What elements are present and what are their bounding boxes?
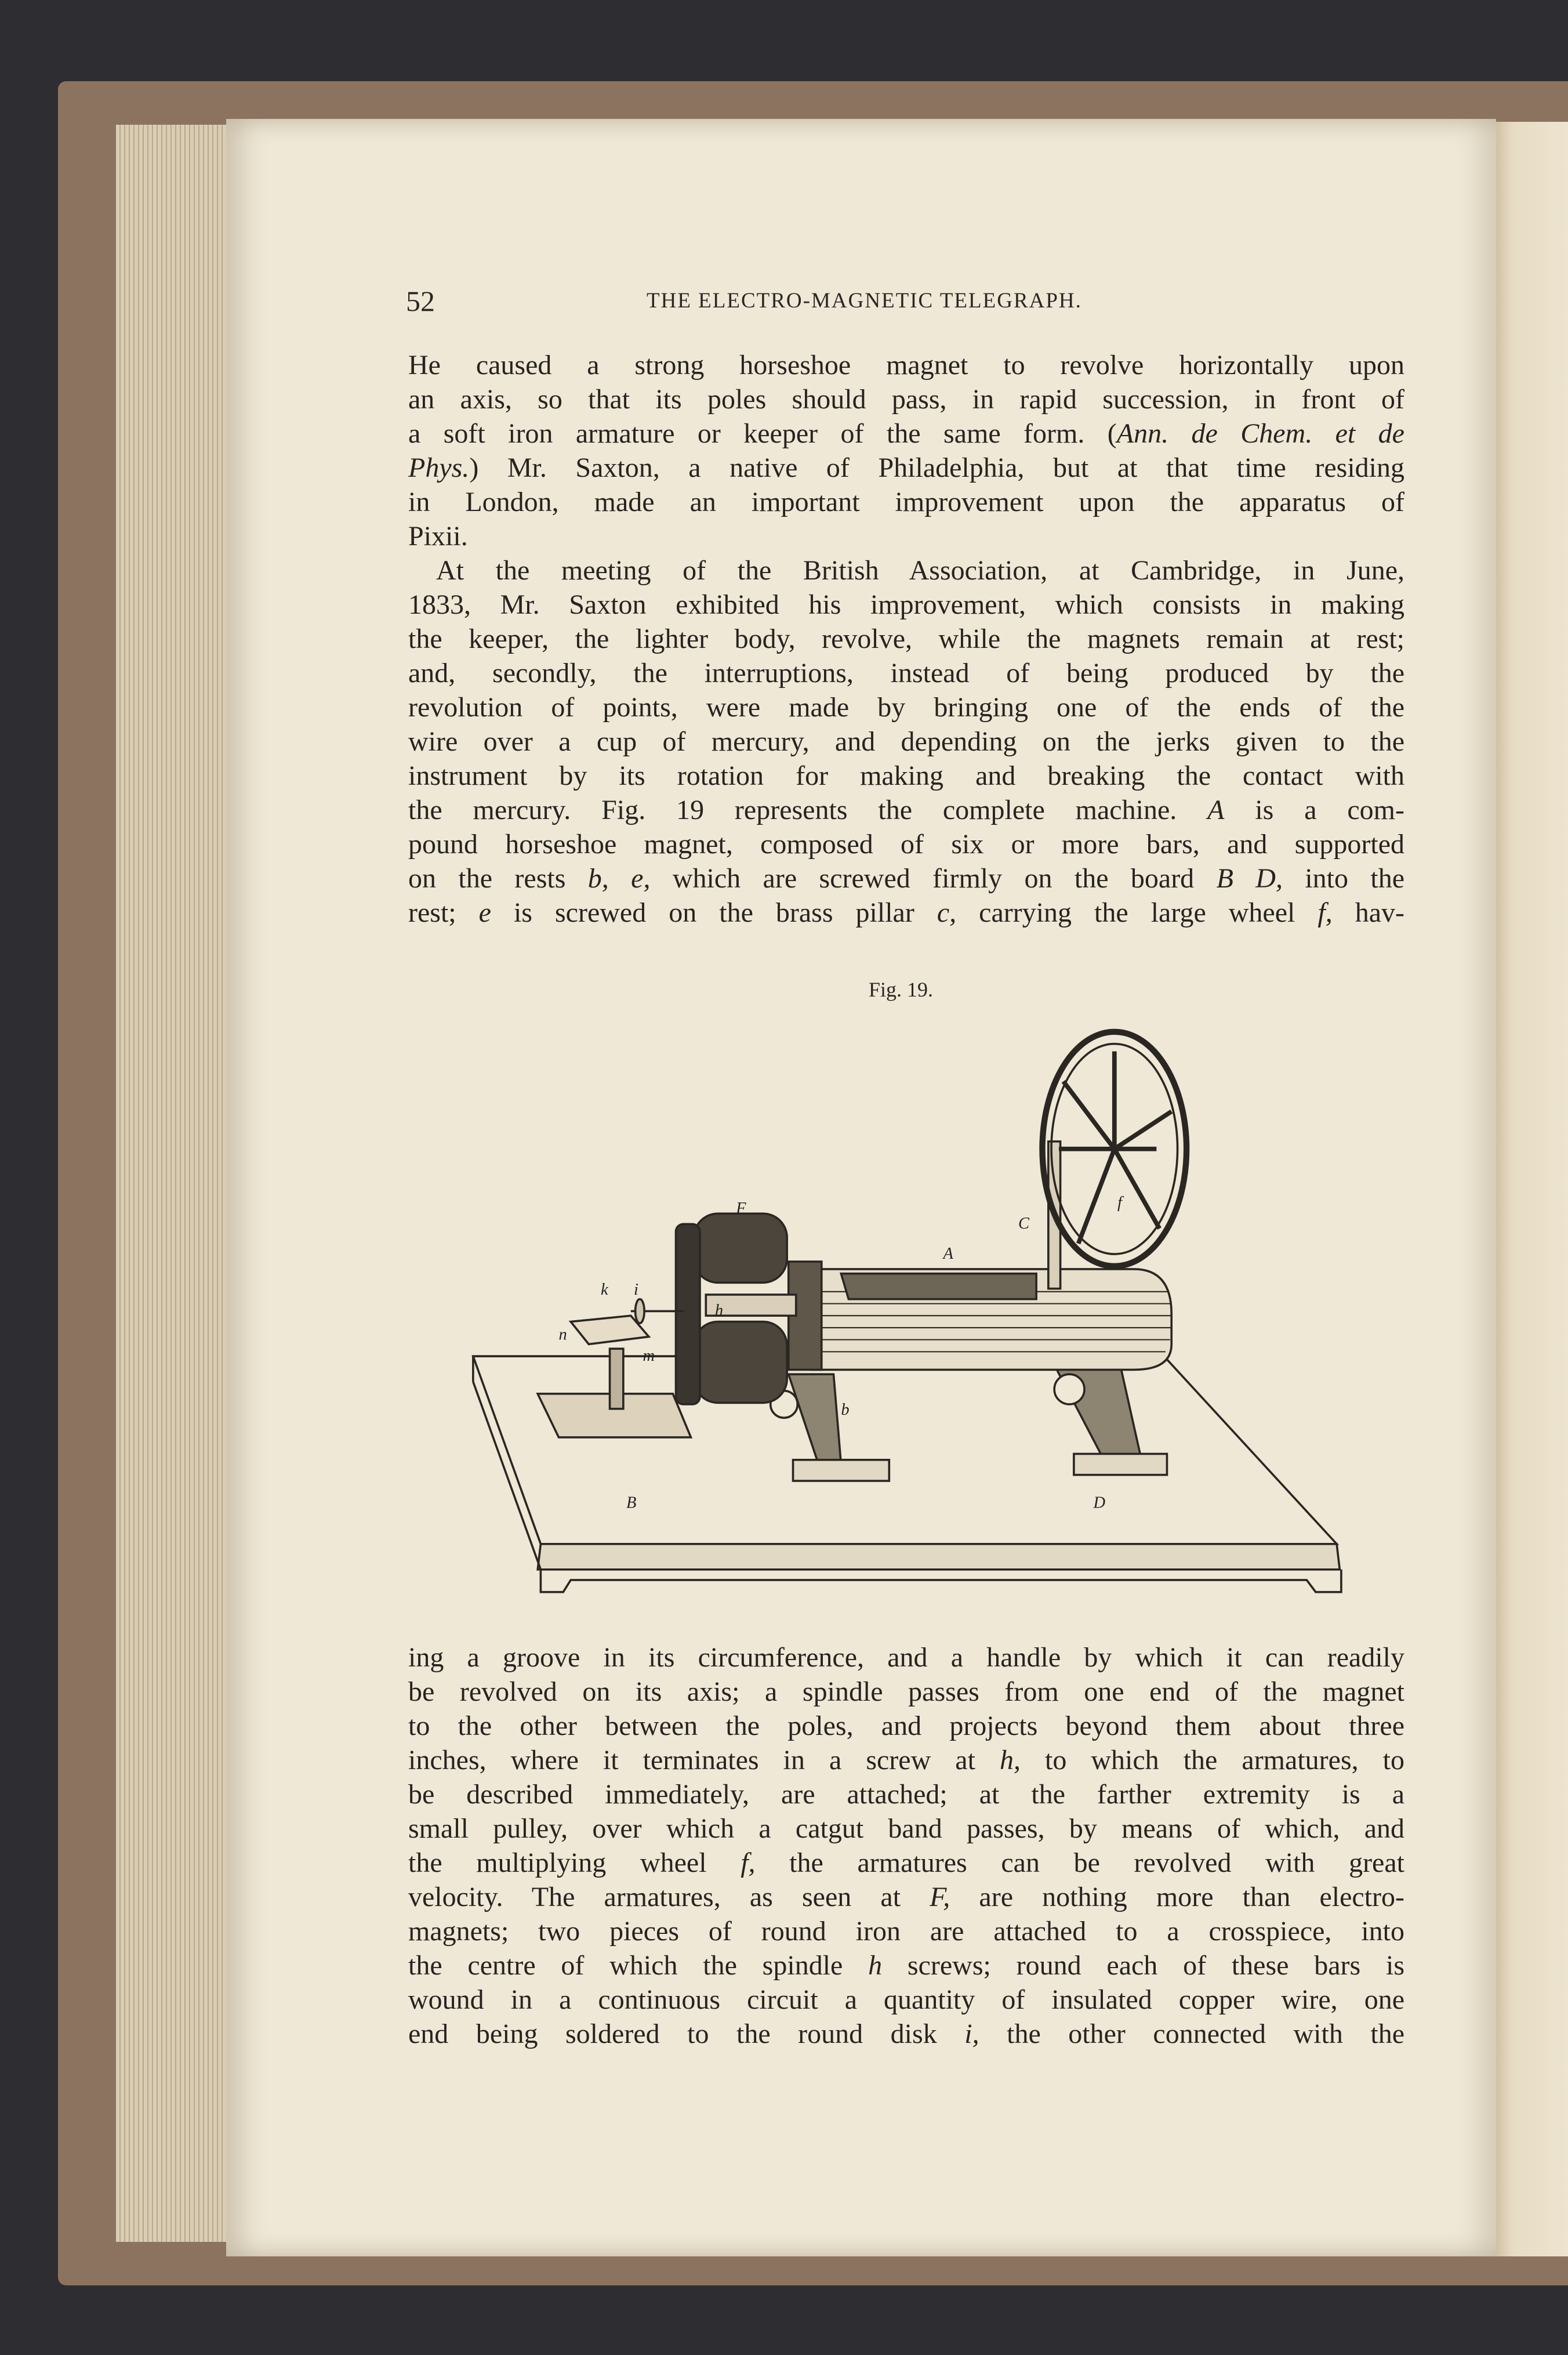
italic-text: c, bbox=[937, 897, 957, 928]
text-line bbox=[408, 1914, 1404, 1948]
text-line bbox=[408, 1640, 1404, 1675]
text-segment: hav- bbox=[1332, 897, 1405, 928]
text-segment: carrying the large wheel bbox=[956, 897, 1318, 928]
text-segment: instrument by its rotation for making and breaking the contact with bbox=[408, 760, 1404, 791]
label-m: m bbox=[643, 1346, 655, 1365]
italic-text: h, bbox=[999, 1745, 1021, 1776]
italic-text: e bbox=[478, 897, 491, 928]
label-A: A bbox=[943, 1244, 953, 1263]
text-line bbox=[408, 1983, 1404, 2017]
italic-text: h bbox=[868, 1950, 883, 1981]
italic-text: f, bbox=[1317, 897, 1333, 928]
label-i: i bbox=[633, 1280, 638, 1299]
text-segment: to which the armatures, to bbox=[1020, 1745, 1404, 1776]
text-segment: to the other between the poles, and projects beyond them about three bbox=[408, 1711, 1404, 1741]
board-legs bbox=[540, 1570, 1341, 1592]
text-segment: the mercury. Fig. 19 represents the complete machine. bbox=[408, 795, 1208, 825]
text-segment: small pulley, over which a catgut band passes, by means of which, and bbox=[408, 1813, 1404, 1844]
text-segment: an axis, so that its poles should pass, in rapid succession, in front of bbox=[408, 384, 1404, 415]
text-segment: At the meeting of the British Association, at Cambridge, in June, bbox=[436, 555, 1404, 586]
text-segment: velocity. The armatures, as seen at bbox=[408, 1882, 930, 1912]
label-b: b bbox=[841, 1401, 850, 1419]
text-line bbox=[408, 1846, 1404, 1880]
label-f: f bbox=[1117, 1193, 1122, 1212]
italic-text: A bbox=[1207, 795, 1225, 825]
italic-text: Ann. de Chem. et de bbox=[1116, 418, 1404, 449]
page-number: 52 bbox=[406, 285, 435, 317]
text-segment: a soft iron armature or keeper of the same form. ( bbox=[408, 418, 1117, 449]
label-F: F bbox=[736, 1200, 746, 1218]
italic-text: Phys. bbox=[408, 452, 470, 483]
figure-caption: Fig. 19. bbox=[869, 978, 934, 1001]
text-segment: be described immediately, are attached; at the farther extremity is a bbox=[408, 1779, 1404, 1810]
text-segment: is screwed on the brass pillar bbox=[491, 897, 937, 928]
label-h: h bbox=[714, 1302, 724, 1320]
text-segment: and, secondly, the interruptions, instead of being produced by the bbox=[408, 658, 1404, 689]
text-line bbox=[408, 1880, 1404, 1914]
text-segment: He caused a strong horseshoe magnet to revolve horizontally upon bbox=[408, 350, 1404, 381]
armature-coil-bottom bbox=[694, 1322, 787, 1403]
body-text-bottom bbox=[408, 1640, 1404, 2051]
text-segment: revolution of points, were made by bringing one of the ends of the bbox=[408, 692, 1404, 723]
text-segment: the keeper, the lighter body, revolve, while the magnets remain at rest; bbox=[408, 624, 1404, 654]
italic-text: f, bbox=[741, 1847, 756, 1878]
label-D: D bbox=[1093, 1494, 1106, 1512]
label-C: C bbox=[1018, 1215, 1030, 1233]
armature-coil-top bbox=[694, 1213, 787, 1282]
text-segment: Pixii. bbox=[408, 521, 468, 552]
text-segment: the centre of which the spindle bbox=[408, 1950, 869, 1981]
mercury-cup-stand bbox=[610, 1349, 623, 1409]
text-line bbox=[408, 1948, 1404, 1983]
text-line bbox=[408, 1709, 1404, 1743]
base-board bbox=[473, 1356, 1337, 1544]
text-segment: pound horseshoe magnet, composed of six or more bars, and supported bbox=[408, 829, 1404, 860]
text-segment: which are screwed firmly on the board bbox=[650, 863, 1217, 894]
text-segment: the other connected with the bbox=[979, 2019, 1405, 2049]
text-segment: wound in a continuous circuit a quantity of insulated copper wire, one bbox=[408, 1984, 1404, 2015]
text-line bbox=[408, 1777, 1404, 1811]
label-k: k bbox=[601, 1280, 608, 1299]
text-segment: be revolved on its axis; a spindle passes from one end of the magnet bbox=[408, 1676, 1404, 1707]
text-segment: wire over a cup of mercury, and depending on the jerks given to the bbox=[408, 726, 1404, 757]
text-segment: in London, made an important improvement upon the apparatus of bbox=[408, 487, 1404, 517]
text-segment: screws; round each of these bars is bbox=[882, 1950, 1404, 1981]
text-line bbox=[408, 1743, 1404, 1777]
text-segment: ing a groove in its circumference, and a handle by which it can readily bbox=[408, 1642, 1404, 1673]
italic-text: i, bbox=[964, 2019, 979, 2049]
text-segment: ) Mr. Saxton, a native of Philadelphia, but at that time residing bbox=[469, 452, 1404, 483]
text-segment: inches, where it terminates in a screw at bbox=[408, 1745, 1000, 1776]
italic-text: b, e, bbox=[587, 863, 651, 894]
text-line bbox=[408, 1811, 1404, 1846]
italic-text: B D, bbox=[1216, 863, 1283, 894]
text-segment: is a com- bbox=[1224, 795, 1404, 825]
running-title: THE ELECTRO-MAGNETIC TELEGRAPH. bbox=[647, 289, 1082, 313]
text-segment: into the bbox=[1282, 863, 1405, 894]
text-segment: rest; bbox=[408, 897, 479, 928]
text-segment: are nothing more than electro- bbox=[950, 1882, 1405, 1912]
label-n: n bbox=[558, 1325, 567, 1344]
board-front bbox=[538, 1544, 1340, 1570]
text-line bbox=[408, 1675, 1404, 1709]
text-segment: on the rests bbox=[408, 863, 588, 894]
text-segment: end being soldered to the round disk bbox=[408, 2019, 965, 2049]
text-segment: 1833, Mr. Saxton exhibited his improvement, which consists in making bbox=[408, 589, 1404, 620]
italic-text: F, bbox=[930, 1882, 950, 1912]
label-B: B bbox=[626, 1494, 637, 1512]
text-segment: the multiplying wheel bbox=[408, 1847, 741, 1878]
text-segment: the armatures can be revolved with great bbox=[755, 1847, 1404, 1878]
text-line bbox=[408, 2017, 1404, 2051]
text-segment: magnets; two pieces of round iron are attached to a crosspiece, into bbox=[408, 1916, 1404, 1947]
